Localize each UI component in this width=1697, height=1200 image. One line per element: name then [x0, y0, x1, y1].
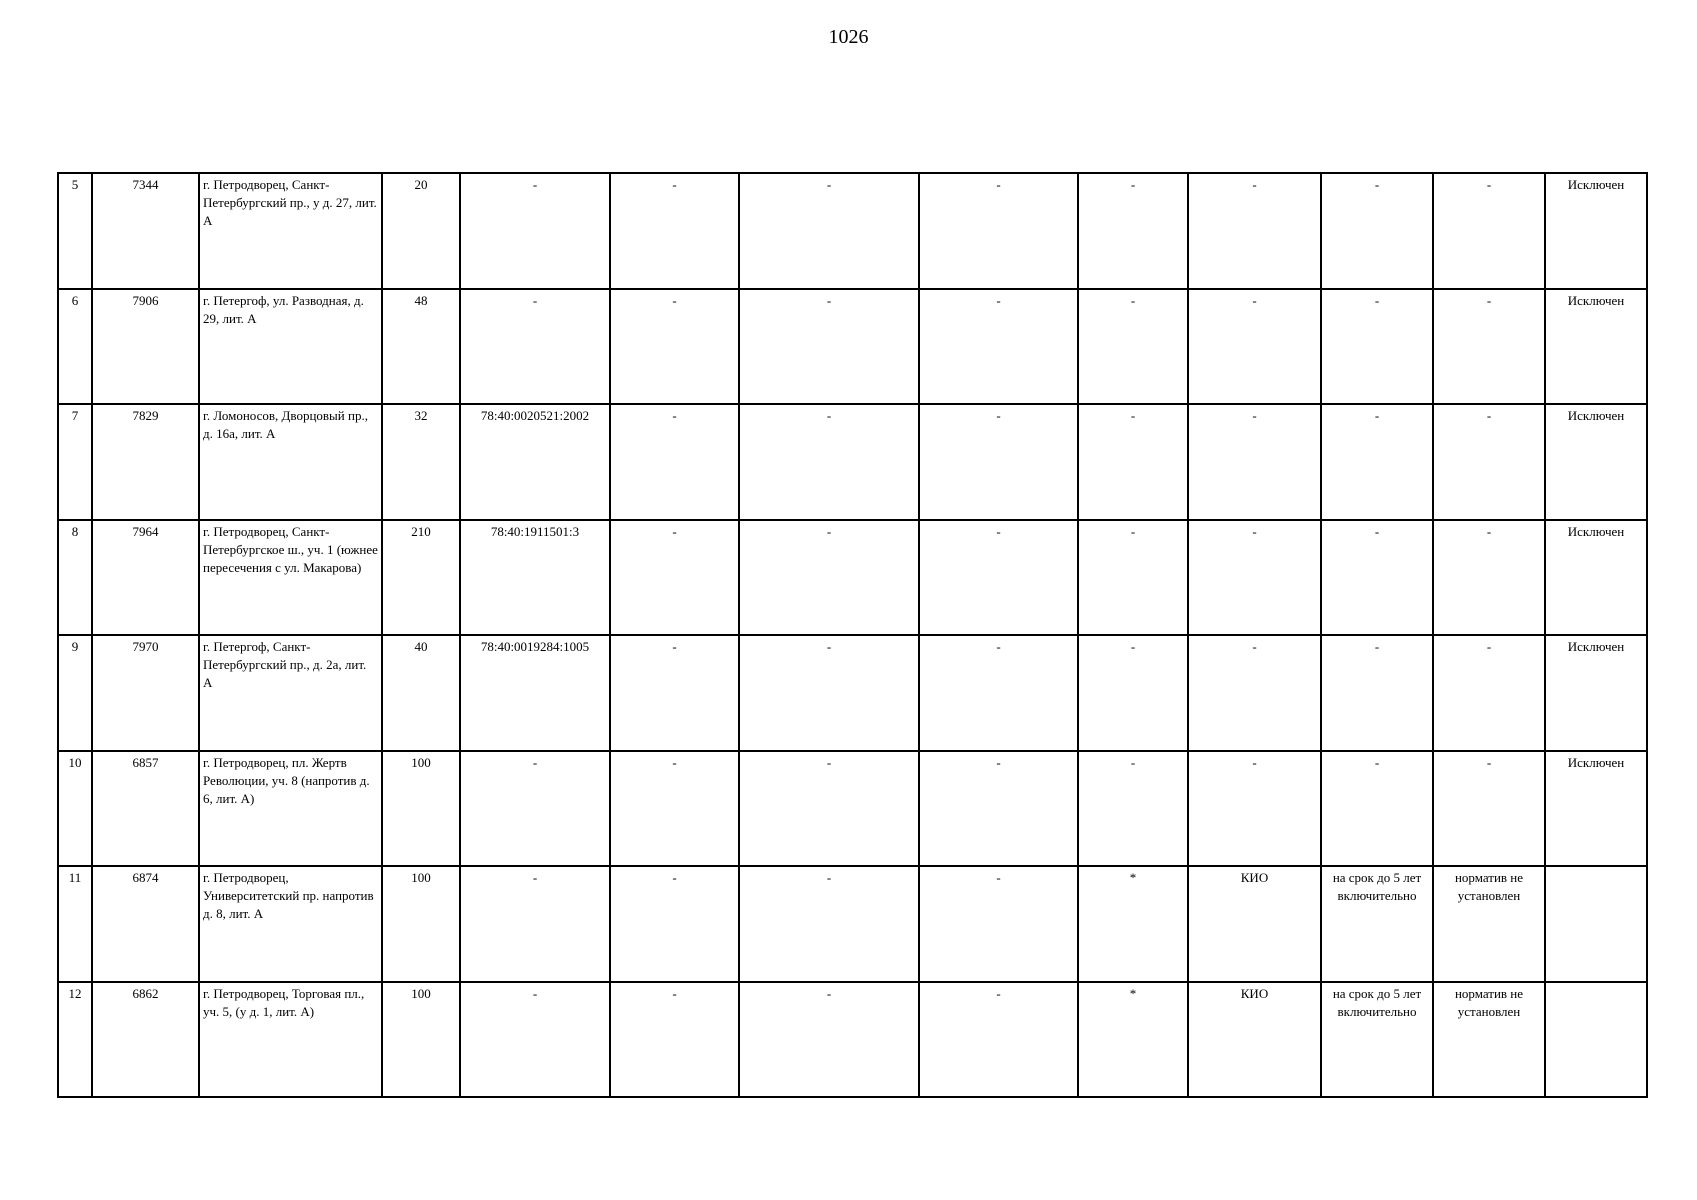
- cell-col9: -: [1078, 173, 1188, 289]
- cell-area: 100: [382, 866, 460, 982]
- cell-col7: -: [739, 635, 919, 751]
- table-row: [58, 751, 1647, 867]
- cell-col6: -: [610, 520, 739, 636]
- cell-address: г. Петродворец, Санкт-Петербургский пр., у д. 27, лит. А: [199, 173, 382, 289]
- cell-code: 6862: [92, 982, 199, 1098]
- table-row: [58, 520, 1647, 636]
- cell-address: г. Петродворец, Санкт-Петербургское ш., уч. 1 (южнее пересечения с ул. Макарова): [199, 520, 382, 636]
- cell-col11: -: [1321, 289, 1433, 405]
- cell-status: Исключен: [1545, 520, 1647, 636]
- cell-col6: -: [610, 751, 739, 867]
- cell-col9: -: [1078, 404, 1188, 520]
- cell-area: 210: [382, 520, 460, 636]
- cell-area: 20: [382, 173, 460, 289]
- cell-code: 7344: [92, 173, 199, 289]
- cell-col7: -: [739, 289, 919, 405]
- cell-status: Исключен: [1545, 751, 1647, 867]
- cell-col11: -: [1321, 404, 1433, 520]
- cell-address: г. Петергоф, ул. Разводная, д. 29, лит. А: [199, 289, 382, 405]
- cell-col11: -: [1321, 751, 1433, 867]
- cell-col7: -: [739, 982, 919, 1098]
- cell-col7: -: [739, 520, 919, 636]
- cell-col12: норматив не установлен: [1433, 982, 1545, 1098]
- cell-col11: -: [1321, 520, 1433, 636]
- cell-col8: -: [919, 635, 1078, 751]
- page-number: 1026: [828, 26, 869, 48]
- cell-cadastral: 78:40:0019284:1005: [460, 635, 610, 751]
- cell-col9: -: [1078, 635, 1188, 751]
- cell-col10: -: [1188, 289, 1321, 405]
- cell-number: 9: [58, 635, 92, 751]
- cell-number: 5: [58, 173, 92, 289]
- cell-address: г. Петродворец, Университетский пр. напротив д. 8, лит. А: [199, 866, 382, 982]
- table-row: [58, 866, 1647, 982]
- cell-col12: -: [1433, 520, 1545, 636]
- cell-col11: -: [1321, 635, 1433, 751]
- table-row: [58, 289, 1647, 405]
- cell-number: 8: [58, 520, 92, 636]
- cell-col10: -: [1188, 520, 1321, 636]
- cell-col6: -: [610, 982, 739, 1098]
- cell-col9: *: [1078, 866, 1188, 982]
- cell-area: 40: [382, 635, 460, 751]
- cell-col12: норматив не установлен: [1433, 866, 1545, 982]
- cell-col11: на срок до 5 лет включительно: [1321, 982, 1433, 1098]
- cell-area: 100: [382, 751, 460, 867]
- cell-number: 10: [58, 751, 92, 867]
- cell-col11: -: [1321, 173, 1433, 289]
- cell-code: 7906: [92, 289, 199, 405]
- cell-col6: -: [610, 635, 739, 751]
- cell-col8: -: [919, 173, 1078, 289]
- cell-col10: КИО: [1188, 866, 1321, 982]
- cell-address: г. Петродворец, Торговая пл., уч. 5, (у д. 1, лит. А): [199, 982, 382, 1098]
- cell-col6: -: [610, 289, 739, 405]
- table-row: [58, 635, 1647, 751]
- cell-col8: -: [919, 289, 1078, 405]
- cell-cadastral: -: [460, 173, 610, 289]
- cell-number: 7: [58, 404, 92, 520]
- cell-col8: -: [919, 520, 1078, 636]
- cell-col12: -: [1433, 173, 1545, 289]
- cell-status: Исключен: [1545, 635, 1647, 751]
- cell-status: Исключен: [1545, 404, 1647, 520]
- cell-col7: -: [739, 866, 919, 982]
- table-row: [58, 173, 1647, 289]
- cell-col10: -: [1188, 173, 1321, 289]
- cell-code: 6857: [92, 751, 199, 867]
- cell-cadastral: -: [460, 751, 610, 867]
- cell-col12: -: [1433, 289, 1545, 405]
- cell-col9: *: [1078, 982, 1188, 1098]
- cell-col8: -: [919, 866, 1078, 982]
- cell-area: 32: [382, 404, 460, 520]
- cell-col10: -: [1188, 635, 1321, 751]
- cell-number: 6: [58, 289, 92, 405]
- cell-number: 12: [58, 982, 92, 1098]
- cell-col11: на срок до 5 лет включительно: [1321, 866, 1433, 982]
- cell-col8: -: [919, 751, 1078, 867]
- register-table: [57, 172, 1648, 1098]
- cell-cadastral: 78:40:0020521:2002: [460, 404, 610, 520]
- cell-cadastral: -: [460, 289, 610, 405]
- cell-cadastral: 78:40:1911501:3: [460, 520, 610, 636]
- cell-col10: -: [1188, 751, 1321, 867]
- cell-col9: -: [1078, 289, 1188, 405]
- cell-address: г. Ломоносов, Дворцовый пр., д. 16а, лит. А: [199, 404, 382, 520]
- table-body: [58, 173, 1647, 1097]
- cell-address: г. Петергоф, Санкт-Петербургский пр., д. 2а, лит. А: [199, 635, 382, 751]
- cell-col10: -: [1188, 404, 1321, 520]
- cell-cadastral: -: [460, 866, 610, 982]
- cell-code: 7829: [92, 404, 199, 520]
- cell-code: 7970: [92, 635, 199, 751]
- cell-address: г. Петродворец, пл. Жертв Революции, уч. 8 (напротив д. 6, лит. А): [199, 751, 382, 867]
- cell-col6: -: [610, 173, 739, 289]
- cell-col10: КИО: [1188, 982, 1321, 1098]
- cell-status: [1545, 866, 1647, 982]
- cell-col7: -: [739, 173, 919, 289]
- cell-col6: -: [610, 866, 739, 982]
- cell-status: Исключен: [1545, 173, 1647, 289]
- table-row: [58, 982, 1647, 1098]
- cell-cadastral: -: [460, 982, 610, 1098]
- cell-code: 6874: [92, 866, 199, 982]
- cell-col9: -: [1078, 520, 1188, 636]
- cell-status: Исключен: [1545, 289, 1647, 405]
- table-row: [58, 404, 1647, 520]
- cell-number: 11: [58, 866, 92, 982]
- cell-col12: -: [1433, 635, 1545, 751]
- cell-area: 100: [382, 982, 460, 1098]
- cell-code: 7964: [92, 520, 199, 636]
- cell-col7: -: [739, 751, 919, 867]
- cell-col7: -: [739, 404, 919, 520]
- cell-col12: -: [1433, 404, 1545, 520]
- cell-col9: -: [1078, 751, 1188, 867]
- cell-col8: -: [919, 982, 1078, 1098]
- cell-status: [1545, 982, 1647, 1098]
- cell-col12: -: [1433, 751, 1545, 867]
- cell-area: 48: [382, 289, 460, 405]
- cell-col6: -: [610, 404, 739, 520]
- cell-col8: -: [919, 404, 1078, 520]
